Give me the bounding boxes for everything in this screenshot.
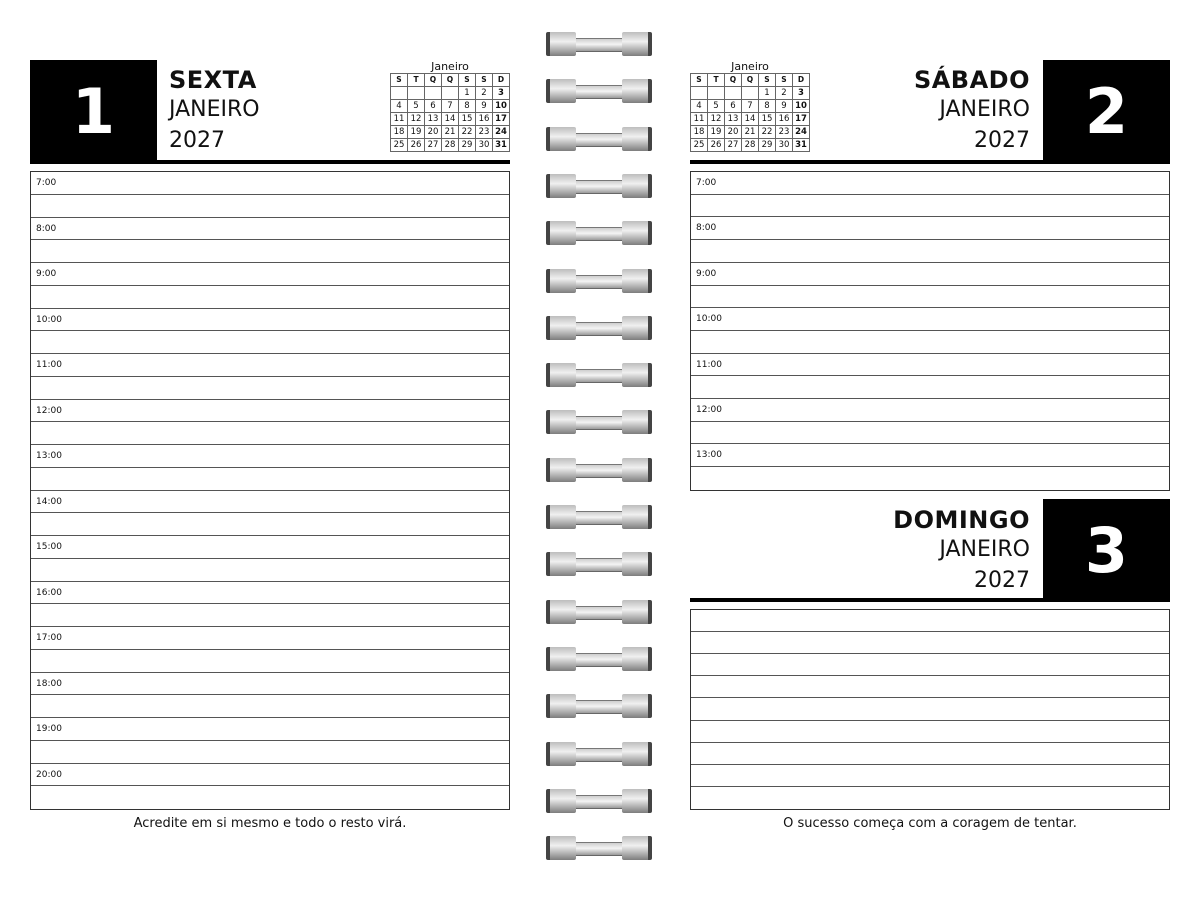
schedule-line[interactable] xyxy=(691,765,1169,787)
schedule-line[interactable] xyxy=(31,422,509,445)
schedule-line[interactable] xyxy=(31,331,509,354)
binding-ring xyxy=(546,552,652,576)
binding-ring xyxy=(546,600,652,624)
binding-ring xyxy=(546,458,652,482)
mini-calendar-day: 1 xyxy=(459,87,476,100)
mini-calendar-weekday: Q xyxy=(742,74,759,87)
schedule-line[interactable] xyxy=(691,217,1169,240)
schedule-line[interactable] xyxy=(691,610,1169,632)
mini-calendar-day: 13 xyxy=(725,113,742,126)
schedule-line[interactable] xyxy=(691,787,1169,809)
mini-calendar-day xyxy=(391,87,408,100)
mini-calendar-day: 18 xyxy=(391,126,408,139)
schedule-line[interactable] xyxy=(691,721,1169,743)
binding-ring xyxy=(546,221,652,245)
mini-calendar-day: 16 xyxy=(776,113,793,126)
schedule-line[interactable] xyxy=(31,240,509,263)
mini-calendar-day: 17 xyxy=(493,113,510,126)
schedule-line[interactable] xyxy=(31,286,509,309)
schedule-line[interactable] xyxy=(691,743,1169,765)
mini-calendar-day: 20 xyxy=(425,126,442,139)
schedule-line[interactable] xyxy=(31,650,509,673)
schedule-line[interactable] xyxy=(31,673,509,696)
binding-ring xyxy=(546,694,652,718)
mini-calendar-day: 24 xyxy=(493,126,510,139)
schedule-line[interactable] xyxy=(31,468,509,491)
time-label: 14:00 xyxy=(36,496,62,507)
mini-calendar-day: 23 xyxy=(776,126,793,139)
schedule-line[interactable] xyxy=(31,604,509,627)
schedule-line[interactable] xyxy=(691,399,1169,422)
mini-calendar-day: 30 xyxy=(476,139,493,152)
mini-calendar-day: 30 xyxy=(776,139,793,152)
schedule-line[interactable] xyxy=(691,422,1169,445)
mini-calendar-week xyxy=(691,87,810,100)
mini-calendar-day: 11 xyxy=(391,113,408,126)
mini-calendar-weekday: Q xyxy=(725,74,742,87)
time-label: 10:00 xyxy=(36,314,62,325)
mini-calendar-weekday: Q xyxy=(442,74,459,87)
time-label: 10:00 xyxy=(696,314,722,325)
schedule-line[interactable] xyxy=(31,377,509,400)
schedule-line[interactable] xyxy=(691,698,1169,720)
mini-calendar-day: 4 xyxy=(691,100,708,113)
day-number-right-bottom: 3 xyxy=(1043,499,1170,602)
mini-calendar-day: 2 xyxy=(776,87,793,100)
mini-calendar-day: 19 xyxy=(708,126,725,139)
mini-calendar-weekday: T xyxy=(408,74,425,87)
mini-calendar-day: 14 xyxy=(442,113,459,126)
mini-calendar-day xyxy=(708,87,725,100)
mini-calendar-day: 20 xyxy=(725,126,742,139)
schedule-grid-left xyxy=(30,171,510,810)
binding-ring xyxy=(546,269,652,293)
schedule-line[interactable] xyxy=(691,331,1169,354)
time-label: 20:00 xyxy=(36,769,62,780)
mini-calendar-day xyxy=(425,87,442,100)
mini-calendar-week xyxy=(691,100,810,113)
mini-calendar-day: 28 xyxy=(742,139,759,152)
time-label: 8:00 xyxy=(36,223,57,234)
time-label: 11:00 xyxy=(696,359,722,370)
mini-calendar-day: 6 xyxy=(425,100,442,113)
schedule-line[interactable] xyxy=(691,376,1169,399)
mini-calendar-day: 14 xyxy=(742,113,759,126)
day-number-right-top: 2 xyxy=(1043,60,1170,163)
mini-calendar-day: 8 xyxy=(759,100,776,113)
month-right-bottom: JANEIRO xyxy=(939,537,1030,562)
time-label: 7:00 xyxy=(696,178,717,188)
schedule-grid-right xyxy=(690,171,1170,491)
mini-calendar-day: 18 xyxy=(691,126,708,139)
time-label: 9:00 xyxy=(36,269,57,279)
weekday-right-top: SÁBADO xyxy=(913,66,1030,94)
mini-calendar-weekday: S xyxy=(391,74,408,87)
mini-calendar-weekday: D xyxy=(493,74,510,87)
mini-calendar-day: 8 xyxy=(459,100,476,113)
binding-ring xyxy=(546,79,652,103)
schedule-line[interactable] xyxy=(691,467,1169,490)
mini-calendar-day: 22 xyxy=(459,126,476,139)
mini-calendar-day: 19 xyxy=(408,126,425,139)
binding-ring xyxy=(546,127,652,151)
mini-calendar-weekday: D xyxy=(793,74,810,87)
schedule-line[interactable] xyxy=(31,559,509,582)
time-label: 18:00 xyxy=(36,678,62,689)
mini-calendar-weekday-row xyxy=(391,74,510,87)
year-left: 2027 xyxy=(169,128,225,153)
mini-calendar-week xyxy=(391,100,510,113)
binding-ring xyxy=(546,410,652,434)
mini-calendar-weekday: S xyxy=(776,74,793,87)
schedule-line[interactable] xyxy=(31,741,509,764)
weekday-left: SEXTA xyxy=(169,66,257,94)
mini-calendar-weekday: S xyxy=(691,74,708,87)
mini-calendar-day: 12 xyxy=(708,113,725,126)
schedule-line[interactable] xyxy=(691,444,1169,467)
mini-calendar-day: 27 xyxy=(725,139,742,152)
schedule-line[interactable] xyxy=(31,786,509,809)
mini-calendar-table xyxy=(390,73,510,152)
mini-calendar-day: 3 xyxy=(493,87,510,100)
mini-calendar-day: 10 xyxy=(793,100,810,113)
binding-ring xyxy=(546,836,652,860)
mini-calendar-day xyxy=(408,87,425,100)
mini-calendar-week xyxy=(391,87,510,100)
schedule-line[interactable] xyxy=(31,718,509,741)
mini-calendar-day: 6 xyxy=(725,100,742,113)
mini-calendar-day: 21 xyxy=(442,126,459,139)
schedule-line[interactable] xyxy=(31,309,509,332)
mini-calendar-week xyxy=(691,126,810,139)
mini-calendar-day: 5 xyxy=(708,100,725,113)
mini-calendar-day: 4 xyxy=(391,100,408,113)
time-label: 17:00 xyxy=(36,633,62,643)
binding-ring xyxy=(546,32,652,56)
mini-calendar-weekday: S xyxy=(459,74,476,87)
mini-calendar-day: 31 xyxy=(793,139,810,152)
mini-calendar-day xyxy=(742,87,759,100)
schedule-line[interactable] xyxy=(691,286,1169,309)
mini-calendar-day: 31 xyxy=(493,139,510,152)
mini-calendar-day: 7 xyxy=(442,100,459,113)
binding-ring xyxy=(546,363,652,387)
mini-calendar-day: 3 xyxy=(793,87,810,100)
mini-calendar-weekday: S xyxy=(476,74,493,87)
mini-calendar-day: 10 xyxy=(493,100,510,113)
mini-calendar-day: 13 xyxy=(425,113,442,126)
mini-calendar-day: 15 xyxy=(759,113,776,126)
schedule-line[interactable] xyxy=(31,263,509,286)
mini-calendar-day: 11 xyxy=(691,113,708,126)
schedule-line[interactable] xyxy=(31,400,509,423)
mini-calendar-day: 25 xyxy=(691,139,708,152)
binding-ring xyxy=(546,316,652,340)
schedule-line[interactable] xyxy=(691,308,1169,331)
time-label: 7:00 xyxy=(36,178,57,188)
mini-calendar-day: 9 xyxy=(476,100,493,113)
header-rule-right-top xyxy=(690,160,1170,164)
schedule-line[interactable] xyxy=(691,654,1169,676)
schedule-line[interactable] xyxy=(691,676,1169,698)
schedule-line[interactable] xyxy=(31,445,509,468)
month-left: JANEIRO xyxy=(169,97,260,122)
mini-calendar-day: 15 xyxy=(459,113,476,126)
header-rule-left xyxy=(30,160,510,164)
mini-calendar-day: 29 xyxy=(459,139,476,152)
schedule-line[interactable] xyxy=(31,513,509,536)
schedule-line[interactable] xyxy=(31,218,509,241)
year-right-top: 2027 xyxy=(974,128,1030,153)
mini-calendar-week xyxy=(391,139,510,152)
schedule-line[interactable] xyxy=(31,354,509,377)
schedule-line[interactable] xyxy=(31,536,509,559)
time-label: 8:00 xyxy=(696,223,717,234)
mini-calendar-week xyxy=(391,113,510,126)
time-label: 13:00 xyxy=(696,450,722,461)
schedule-line[interactable] xyxy=(31,764,509,787)
time-label: 11:00 xyxy=(36,360,62,370)
quote-right: O sucesso começa com a coragem de tentar. xyxy=(783,816,1077,831)
time-label: 12:00 xyxy=(36,405,62,416)
mini-calendar-day: 1 xyxy=(759,87,776,100)
header-rule-right-bottom xyxy=(690,598,1170,602)
time-label: 15:00 xyxy=(36,542,62,552)
mini-calendar-weekday: S xyxy=(759,74,776,87)
quote-left: Acredite em si mesmo e todo o resto virá. xyxy=(133,816,407,831)
mini-calendar-week xyxy=(691,139,810,152)
binding-ring xyxy=(546,647,652,671)
time-label: 13:00 xyxy=(36,451,62,461)
mini-calendar-week xyxy=(391,126,510,139)
time-label: 12:00 xyxy=(696,405,722,416)
mini-calendar-day: 28 xyxy=(442,139,459,152)
binding-ring xyxy=(546,789,652,813)
schedule-line[interactable] xyxy=(31,627,509,650)
time-label: 19:00 xyxy=(36,724,62,734)
mini-calendar-day: 24 xyxy=(793,126,810,139)
binding-ring xyxy=(546,742,652,766)
mini-calendar-day: 5 xyxy=(408,100,425,113)
schedule-line[interactable] xyxy=(31,695,509,718)
mini-calendar-day: 21 xyxy=(742,126,759,139)
mini-calendar-day: 22 xyxy=(759,126,776,139)
mini-calendar-left xyxy=(390,60,510,152)
time-label: 9:00 xyxy=(696,268,717,279)
mini-calendar-table xyxy=(690,73,810,152)
day-number-left: 1 xyxy=(30,60,157,163)
mini-calendar-day: 12 xyxy=(408,113,425,126)
mini-calendar-right xyxy=(690,60,810,152)
mini-calendar-title: Janeiro xyxy=(431,60,469,73)
mini-calendar-day: 16 xyxy=(476,113,493,126)
mini-calendar-day: 29 xyxy=(759,139,776,152)
mini-calendar-weekday: Q xyxy=(425,74,442,87)
schedule-line[interactable] xyxy=(31,172,509,195)
time-label: 16:00 xyxy=(36,587,62,598)
mini-calendar-weekday-row xyxy=(691,74,810,87)
mini-calendar-week xyxy=(691,113,810,126)
mini-calendar-day xyxy=(442,87,459,100)
notes-grid-right xyxy=(690,609,1170,810)
schedule-line[interactable] xyxy=(31,582,509,605)
schedule-line[interactable] xyxy=(691,263,1169,286)
schedule-line[interactable] xyxy=(31,491,509,514)
schedule-line[interactable] xyxy=(691,240,1169,263)
mini-calendar-day: 7 xyxy=(742,100,759,113)
mini-calendar-day: 26 xyxy=(708,139,725,152)
mini-calendar-day: 17 xyxy=(793,113,810,126)
month-right-top: JANEIRO xyxy=(939,97,1030,122)
mini-calendar-title: Janeiro xyxy=(731,60,769,73)
mini-calendar-weekday: T xyxy=(708,74,725,87)
binding-ring xyxy=(546,505,652,529)
mini-calendar-day: 27 xyxy=(425,139,442,152)
binding-ring xyxy=(546,174,652,198)
mini-calendar-day: 25 xyxy=(391,139,408,152)
schedule-line[interactable] xyxy=(691,172,1169,195)
schedule-line[interactable] xyxy=(691,195,1169,218)
schedule-line[interactable] xyxy=(691,354,1169,377)
schedule-line[interactable] xyxy=(31,195,509,218)
mini-calendar-day xyxy=(725,87,742,100)
weekday-right-bottom: DOMINGO xyxy=(893,506,1030,534)
year-right-bottom: 2027 xyxy=(974,568,1030,593)
mini-calendar-day: 26 xyxy=(408,139,425,152)
mini-calendar-day xyxy=(691,87,708,100)
mini-calendar-day: 23 xyxy=(476,126,493,139)
mini-calendar-day: 2 xyxy=(476,87,493,100)
mini-calendar-day: 9 xyxy=(776,100,793,113)
schedule-line[interactable] xyxy=(691,632,1169,654)
